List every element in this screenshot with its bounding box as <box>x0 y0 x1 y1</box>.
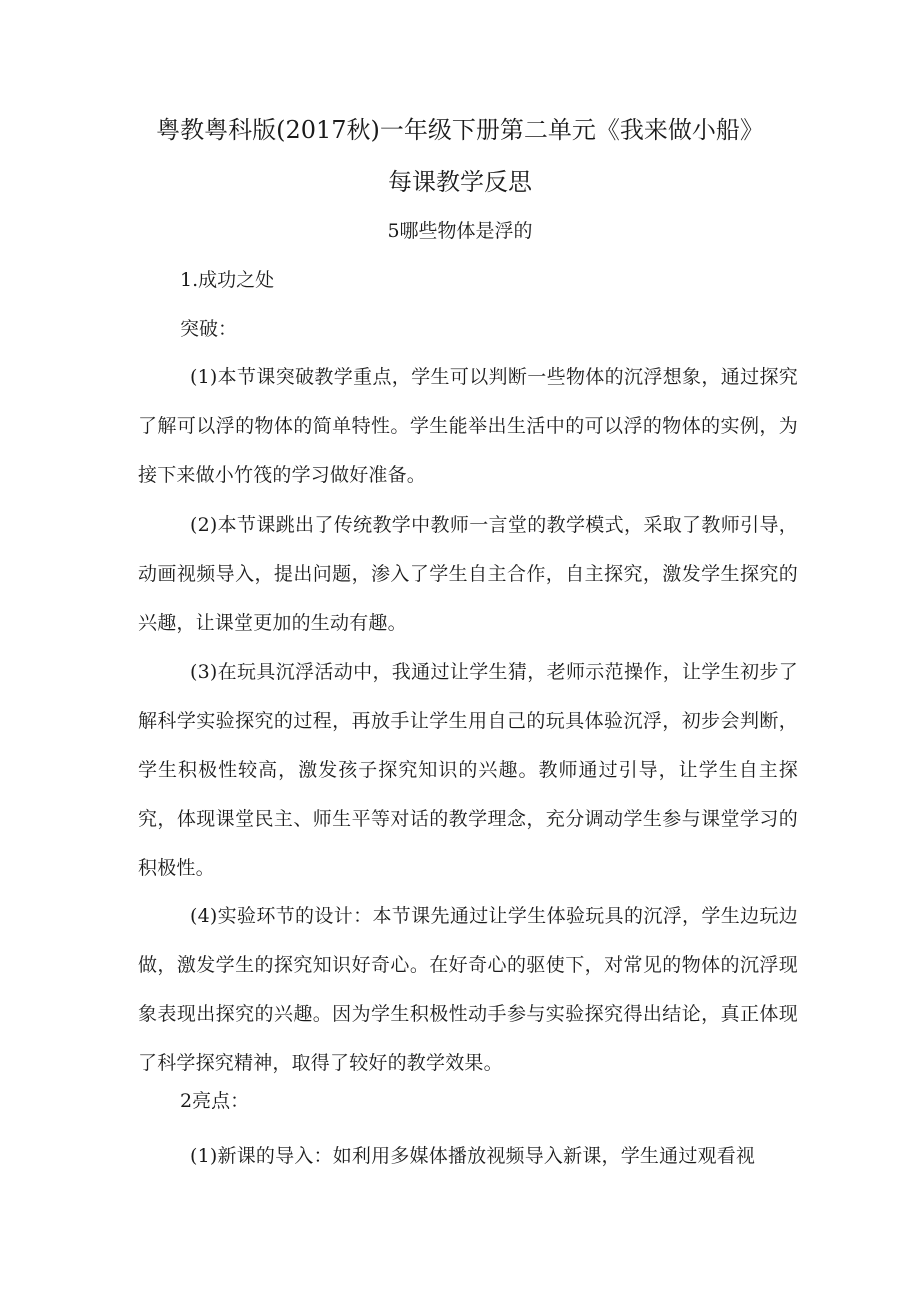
paragraph-3: (3)在玩具沉浮活动中，我通过让学生猜，老师示范操作，让学生初步了解科学实验探究的过程，再放手让学生用自己的玩具体验沉浮，初步会判断，学生积极性较高，激发孩子探究知识的兴趣。教师通过引导，让学生自主探究，体现课堂民主、师生平等对话的教学理念，充分调动学生参与课堂学习的积极性。 <box>138 661 798 879</box>
highlight-paragraph-1: (1)新课的导入：如利用多媒体播放视频导入新课，学生通过观看视 <box>190 1145 756 1167</box>
section-heading-highlights: 2亮点： <box>180 1090 250 1112</box>
paragraph-2: (2)本节课跳出了传统教学中教师一言堂的教学模式，采取了教师引导，动画视频导入，提出问题，渗入了学生自主合作，自主探究，激发学生探究的兴趣，让课堂更加的生动有趣。 <box>138 514 798 634</box>
paragraph-1: (1)本节课突破教学重点，学生可以判断一些物体的沉浮想象，通过探究了解可以浮的物体的简单特性。学生能举出生活中的可以浮的物体的实例，为接下来做小竹筏的学习做好准备。 <box>138 366 798 486</box>
paragraph-4: (4)实验环节的设计：本节课先通过让学生体验玩具的沉浮，学生边玩边做，激发学生的探究知识好奇心。在好奇心的驱使下，对常见的物体的沉浮现象表现出探究的兴趣。因为学生积极性动手参与实验探究得出结论，真正体现了科学探究精神，取得了较好的教学效果。 <box>138 905 798 1074</box>
document-title-line-1: 粤教粤科版(2017秋)一年级下册第二单元《我来做小船》 <box>156 116 764 144</box>
lesson-title: 5哪些物体是浮的 <box>387 220 533 242</box>
document-title-line-2: 每课教学反思 <box>388 168 532 196</box>
section-heading-success: 1.成功之处 <box>180 269 275 291</box>
breakthrough-heading: 突破： <box>180 318 238 340</box>
